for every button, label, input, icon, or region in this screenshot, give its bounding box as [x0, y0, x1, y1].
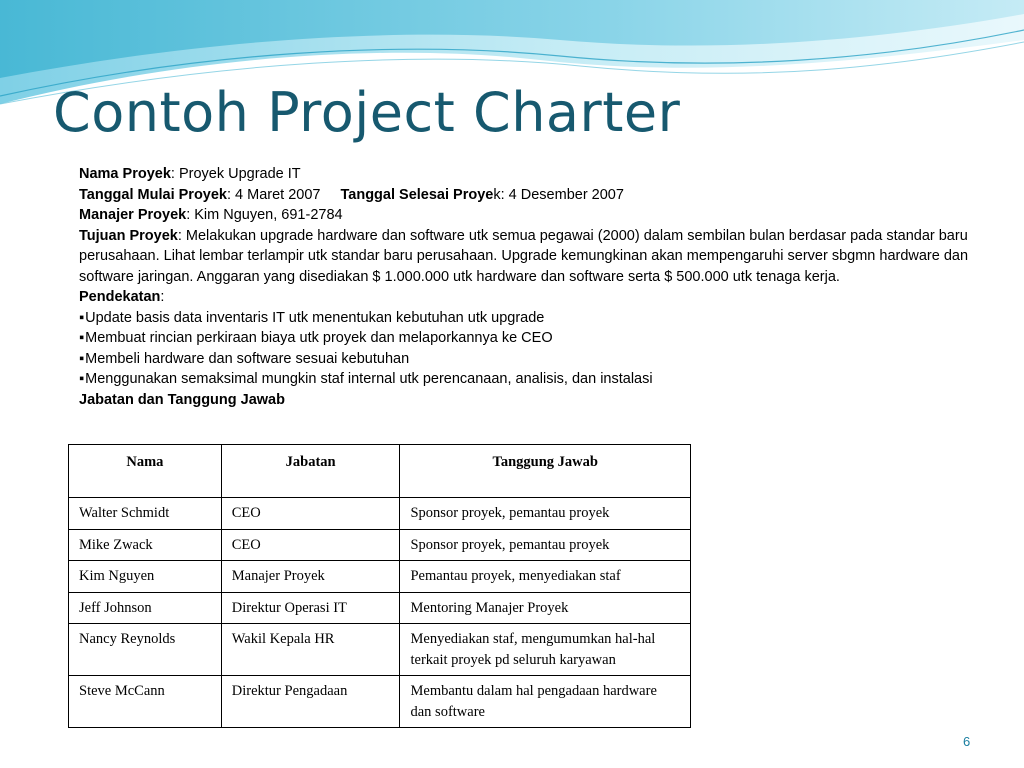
tanggal-mulai-value: : 4 Maret 2007	[227, 186, 321, 203]
cell-jabatan: CEO	[221, 498, 400, 530]
header-jabatan: Jabatan	[221, 445, 400, 498]
page-number: 6	[963, 734, 971, 749]
header-nama: Nama	[69, 445, 222, 498]
manajer-proyek-line	[79, 205, 994, 226]
cell-nama: Walter Schmidt	[69, 498, 222, 530]
cell-nama: Kim Nguyen	[69, 561, 222, 593]
manajer-proyek-value: : Kim Nguyen, 691-2784	[186, 207, 343, 223]
tanggal-selesai-label: Tanggal Selesai Proye	[340, 186, 494, 203]
charter-details	[79, 164, 994, 410]
pendekatan-item: ▪ Update basis data inventaris IT utk menentukan kebutuhan utk upgrade	[79, 308, 994, 329]
pendekatan-item: ▪ Membeli hardware dan software sesuai kebutuhan	[79, 349, 994, 370]
cell-nama: Jeff Johnson	[69, 592, 222, 624]
cell-nama: Steve McCann	[69, 676, 222, 728]
manajer-proyek-label: Manajer Proyek	[79, 207, 187, 223]
cell-jabatan: Direktur Pengadaan	[221, 676, 400, 728]
tujuan-proyek-label: Tujuan Proyek	[79, 227, 178, 244]
table-row	[69, 592, 691, 624]
roles-table	[68, 444, 691, 728]
cell-jabatan: Direktur Operasi IT	[221, 592, 400, 624]
nama-proyek-label: Nama Proyek	[79, 166, 171, 182]
tanggal-selesai-value: k: 4 Desember 2007	[493, 186, 624, 203]
cell-jabatan: Wakil Kepala HR	[221, 624, 400, 676]
nama-proyek-line	[79, 164, 994, 185]
tujuan-proyek-paragraph	[79, 226, 994, 288]
tanggal-line	[79, 185, 994, 206]
pendekatan-item: ▪ Membuat rincian perkiraan biaya utk proyek dan melaporkannya ke CEO	[79, 328, 994, 349]
header-tanggung-jawab: Tanggung Jawab	[400, 445, 691, 498]
cell-jabatan: Manajer Proyek	[221, 561, 400, 593]
cell-jabatan: CEO	[221, 529, 400, 561]
cell-tanggung-jawab: Pemantau proyek, menyediakan staf	[400, 561, 691, 593]
table-row	[69, 529, 691, 561]
cell-tanggung-jawab: Sponsor proyek, pemantau proyek	[400, 498, 691, 530]
table-header-row	[69, 445, 691, 498]
pendekatan-item: ▪ Menggunakan semaksimal mungkin staf internal utk perencanaan, analisis, dan instalasi	[79, 369, 994, 390]
table-row	[69, 676, 691, 728]
table-row	[69, 561, 691, 593]
cell-tanggung-jawab: Membantu dalam hal pengadaan hardware dan software	[400, 676, 691, 728]
pendekatan-heading	[79, 287, 994, 308]
pendekatan-label: Pendekatan	[79, 289, 161, 305]
tanggal-mulai-label: Tanggal Mulai Proyek	[79, 186, 227, 203]
cell-nama: Mike Zwack	[69, 529, 222, 561]
jabatan-heading	[79, 390, 994, 411]
table-row	[69, 624, 691, 676]
jabatan-heading-label: Jabatan dan Tanggung Jawab	[79, 391, 285, 408]
tujuan-proyek-value: : Melakukan upgrade hardware dan software utk semua pegawai (2000) dalam sembilan bulan berdasar pada standar baru perusahaan. Lihat lembar terlampir utk standar baru perusahaan. Upgrade kemungkinan akan mempengaruhi server sbgmn hardware dan software jaringan. Anggaran yang disediakan $ 1.000.000 utk hardware dan software serta $ 500.000 utk tenaga kerja.	[79, 227, 969, 285]
cell-tanggung-jawab: Menyediakan staf, mengumumkan hal-hal terkait proyek pd seluruh karyawan	[400, 624, 691, 676]
cell-nama: Nancy Reynolds	[69, 624, 222, 676]
pendekatan-colon: :	[160, 289, 165, 305]
cell-tanggung-jawab: Sponsor proyek, pemantau proyek	[400, 529, 691, 561]
table-row	[69, 498, 691, 530]
slide-title: Contoh Project Charter	[53, 81, 681, 144]
cell-tanggung-jawab: Mentoring Manajer Proyek	[400, 592, 691, 624]
nama-proyek-value: : Proyek Upgrade IT	[170, 166, 301, 182]
